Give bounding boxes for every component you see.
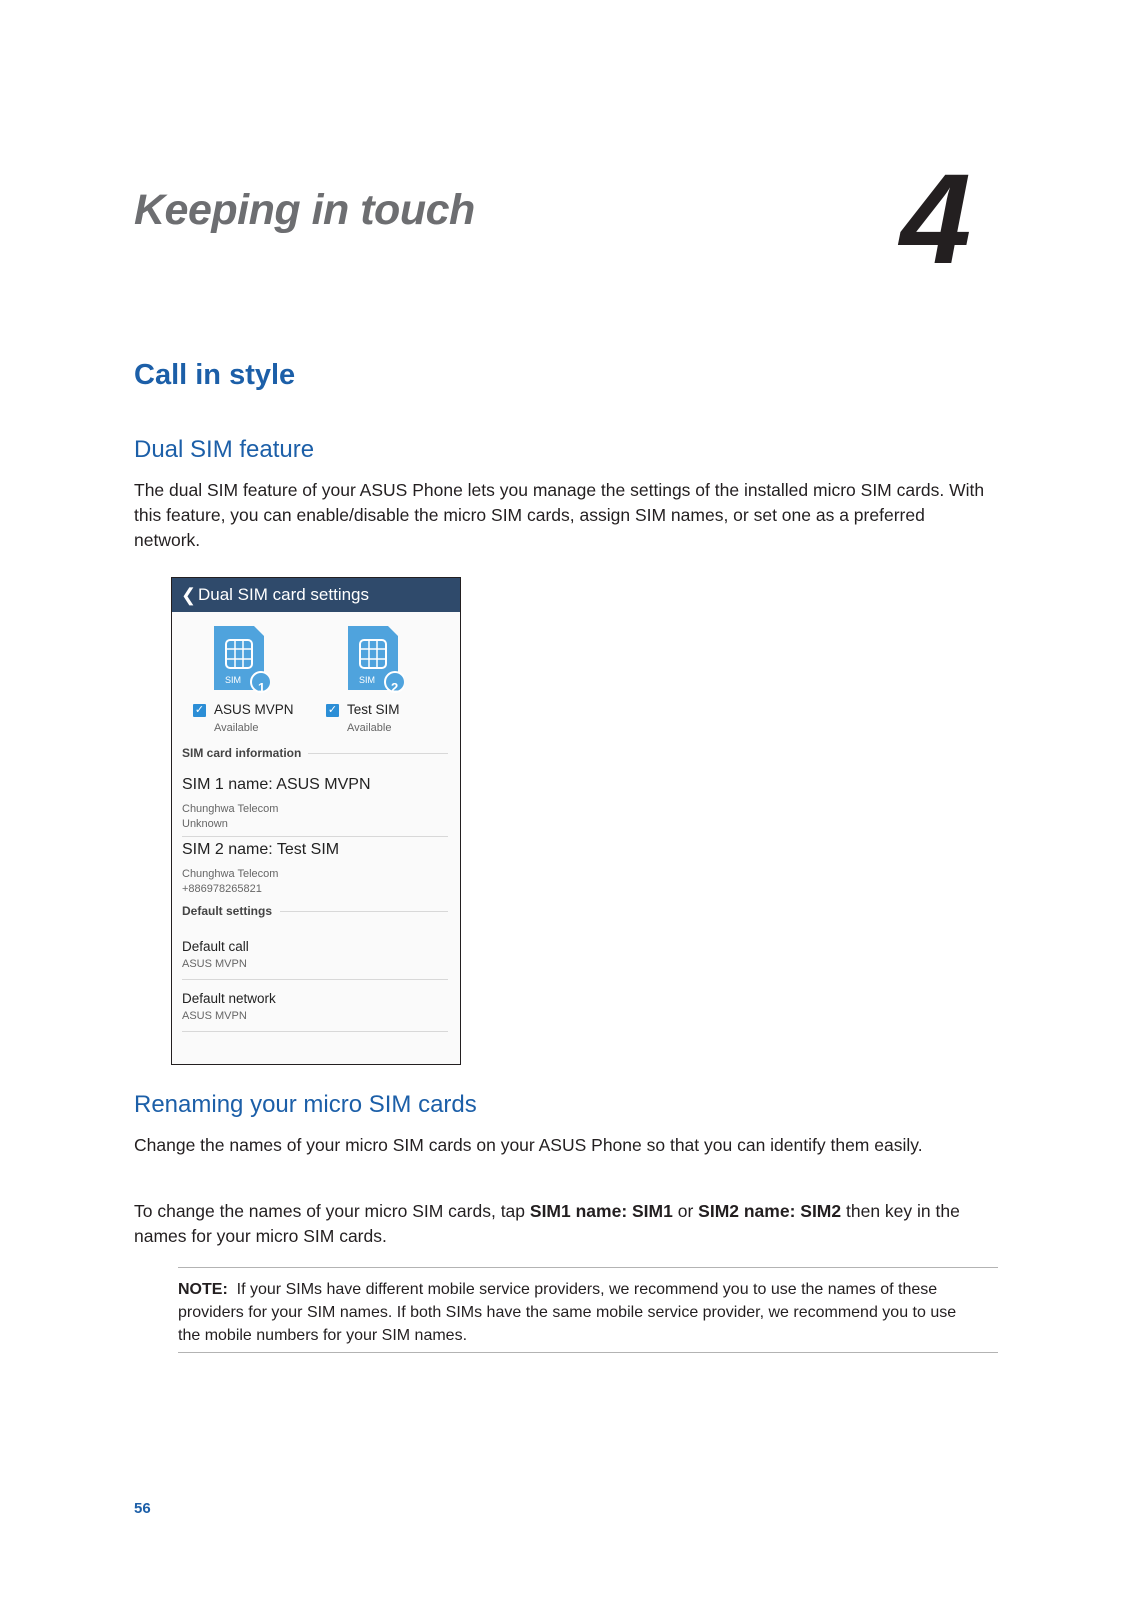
sim-info-header: SIM card information [182, 746, 302, 760]
dual-sim-screenshot [171, 577, 461, 1065]
default-call-value: ASUS MVPN [182, 958, 247, 970]
screenshot-title: Dual SIM card settings [198, 585, 370, 604]
sim-1-info-carrier: Chunghwa Telecom [182, 803, 279, 815]
sim-card-2-badge: 2 [391, 680, 399, 695]
renaming-p2-mid: or [672, 1201, 699, 1221]
sim-1-info-number: Unknown [182, 818, 228, 830]
divider [182, 979, 448, 980]
sim-1-status: Available [214, 722, 259, 734]
sim-2-name: Test SIM [347, 702, 400, 717]
renaming-paragraph-1: Change the names of your micro SIM cards on your ASUS Phone so that you can identify them easily. [134, 1135, 923, 1155]
sim-2-status: Available [347, 722, 392, 734]
default-settings-header: Default settings [182, 904, 273, 918]
renaming-p2-prefix: To change the names of your micro SIM cards, tap [134, 1201, 530, 1221]
back-chevron-icon: ❮ [181, 585, 197, 605]
page-number: 56 [134, 1500, 151, 1517]
renaming-p2-bold-2: SIM2 name: SIM2 [698, 1201, 842, 1221]
renaming-paragraph-2 [134, 1199, 994, 1249]
chapter-number: 4 [900, 148, 972, 291]
section-heading: Call in style [134, 359, 296, 391]
note-box [178, 1267, 998, 1353]
note-label: NOTE: [178, 1281, 228, 1298]
sim-2-info-title: SIM 2 name: Test SIM [182, 841, 340, 858]
default-network-value: ASUS MVPN [182, 1010, 247, 1022]
sim-1-checkbox[interactable]: ✓ [194, 704, 205, 716]
divider [280, 911, 448, 912]
default-network-title: Default network [182, 991, 276, 1006]
dual-sim-heading: Dual SIM feature [134, 436, 315, 463]
divider [182, 1031, 448, 1032]
divider [308, 753, 448, 754]
sim-2-checkbox[interactable]: ✓ [327, 704, 338, 716]
sim-card-2-label: SIM [359, 675, 376, 685]
sim-1-name: ASUS MVPN [214, 702, 294, 717]
note-text [178, 1278, 958, 1347]
divider [182, 836, 448, 837]
default-call-title: Default call [182, 939, 249, 954]
renaming-p2-suffix: then key in the names for your micro SIM cards. [134, 1201, 960, 1246]
chapter-title: Keeping in touch [134, 186, 475, 234]
sim-card-1-badge: 1 [258, 680, 266, 695]
dual-sim-paragraph: The dual SIM feature of your ASUS Phone lets you manage the settings of the installed micro SIM cards. With this feature, you can enable/disable the micro SIM cards, assign SIM names, or set one as a preferred network. [134, 480, 985, 550]
sim-1-info-title: SIM 1 name: ASUS MVPN [182, 776, 371, 793]
sim-2-info-number: +886978265821 [182, 883, 262, 895]
note-body: If your SIMs have different mobile service providers, we recommend you to use the names of these providers for your SIM names. If both SIMs have the same mobile service provider, we recommend you to use the mobile numbers for your SIM names. [178, 1281, 957, 1344]
sim-2-info-carrier: Chunghwa Telecom [182, 868, 279, 880]
renaming-heading: Renaming your micro SIM cards [134, 1091, 477, 1118]
renaming-p2-bold-1: SIM1 name: SIM1 [529, 1201, 673, 1221]
screenshot-title-bar [172, 578, 460, 612]
sim-card-1-label: SIM [225, 675, 242, 685]
